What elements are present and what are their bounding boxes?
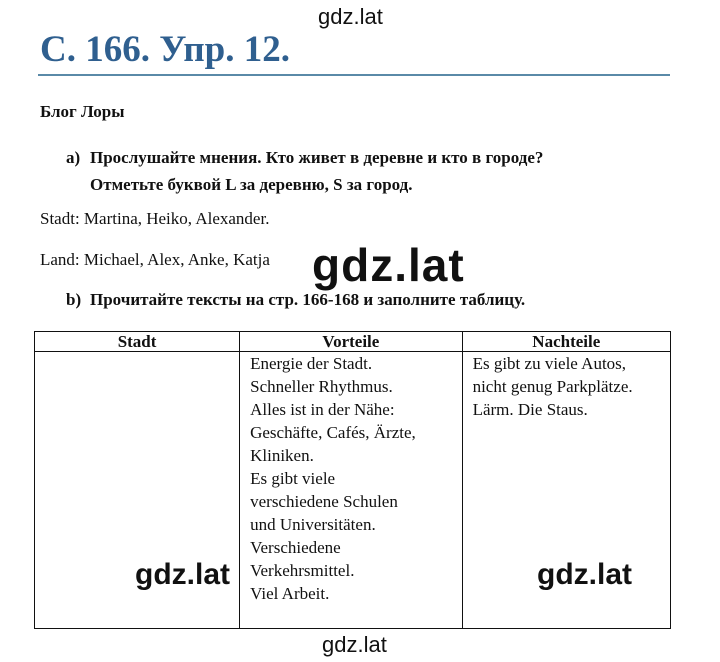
watermark-bottom: gdz.lat <box>322 632 387 657</box>
nachteile-line: Es gibt zu viele Autos, <box>472 354 627 373</box>
vorteile-line: Kliniken. <box>250 446 314 465</box>
vorteile-line: Energie der Stadt. <box>250 354 373 373</box>
page-title: С. 166. Упр. 12. <box>40 29 290 70</box>
cell-vorteile-text <box>240 352 461 605</box>
header-nachteile: Nachteile <box>462 332 670 352</box>
watermark-center: gdz.lat <box>312 239 465 291</box>
task-b-text: Прочитайте тексты на стр. 166-168 и заполните таблицу. <box>90 290 526 309</box>
vorteile-line: Schneller Rhythmus. <box>250 377 393 396</box>
task-b-instruction <box>66 290 525 310</box>
nachteile-line: nicht genug Parkplätze. <box>472 377 633 396</box>
task-a-line-1 <box>66 144 670 171</box>
vorteile-line: Viel Arbeit. <box>250 584 330 603</box>
header-vorteile: Vorteile <box>240 332 462 352</box>
task-a-line-2: Отметьте буквой L за деревню, S за город. <box>90 175 413 194</box>
section-subheading: Блог Лоры <box>40 102 125 121</box>
task-a-instruction <box>66 144 670 198</box>
vorteile-line: Alles ist in der Nähe: <box>250 400 395 419</box>
vorteile-line: Geschäfte, Cafés, Ärzte, <box>250 423 416 442</box>
watermark-top: gdz.lat <box>318 4 383 29</box>
task-a-text-1: Прослушайте мнения. Кто живет в деревне и кто в городе? <box>90 148 544 167</box>
vorteile-line: und Universitäten. <box>250 515 376 534</box>
vorteile-line: Es gibt viele <box>250 469 336 488</box>
watermark-left: gdz.lat <box>135 558 230 591</box>
cell-nachteile-text <box>463 352 670 421</box>
table-header-row <box>35 332 671 352</box>
header-stadt: Stadt <box>35 332 240 352</box>
task-b-label: b) <box>66 290 82 309</box>
cell-vorteile <box>240 352 462 629</box>
task-a-label: a) <box>66 148 81 167</box>
title-divider <box>38 74 670 76</box>
vorteile-line: Verschiedene <box>250 538 341 557</box>
watermark-right: gdz.lat <box>537 558 632 591</box>
answer-stadt: Stadt: Martina, Heiko, Alexander. <box>40 209 270 228</box>
vorteile-line: verschiedene Schulen <box>250 492 398 511</box>
vorteile-line: Verkehrsmittel. <box>250 561 355 580</box>
answer-land: Land: Michael, Alex, Anke, Katja <box>40 250 270 269</box>
nachteile-line: Lärm. Die Staus. <box>472 400 588 419</box>
